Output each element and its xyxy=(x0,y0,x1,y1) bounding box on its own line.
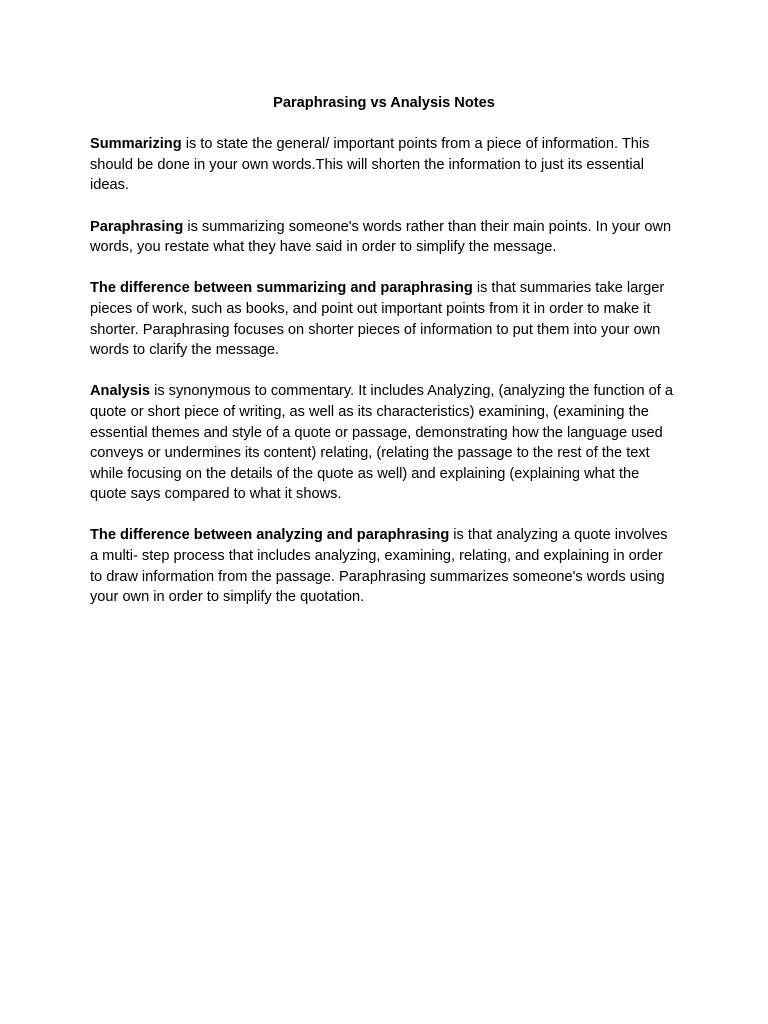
paragraph-text: is that summaries take larger pieces of work, such as books, and point out important points from it in order to make it shorter. Paraphrasing focuses on shorter pieces of information to put them into your own words to clarify the message. xyxy=(90,280,665,359)
term-summarizing: Summarizing xyxy=(90,136,182,153)
paragraph-summarizing xyxy=(90,134,678,196)
term-paraphrasing: Paraphrasing xyxy=(90,218,184,235)
paragraph-paraphrasing xyxy=(90,217,678,258)
document-title: Paraphrasing vs Analysis Notes xyxy=(273,95,495,111)
paragraph-text: is that analyzing a quote involves a multi- step process that includes analyzing, examining, relating, and explaining in order to draw information from the passage. Paraphrasing summarizes someone's words using your own in order to simplify the quotation. xyxy=(90,527,668,606)
term-analysis: Analysis xyxy=(90,383,151,400)
term-difference-summarizing-paraphrasing: The difference between summarizing and paraphrasing xyxy=(90,280,473,297)
paragraph-difference-analyzing-paraphrasing xyxy=(90,525,678,607)
paragraph-text: is synonymous to commentary. It includes Analyzing, (analyzing the function of a quote or short piece of writing, as well as its characteristics) examining, (examining the essential themes and style of a quote or passage, demonstrating how the language used conveys or undermines its content) relating, (relating the passage to the rest of the text while focusing on the details of the quote as well) and explaining (explaining what the quote says compared to what it shows. xyxy=(90,383,673,503)
term-difference-analyzing-paraphrasing: The difference between analyzing and paraphrasing xyxy=(90,527,450,544)
paragraph-analysis xyxy=(90,381,678,505)
paragraph-text: is summarizing someone's words rather than their main points. In your own words, you restate what they have said in order to simplify the message. xyxy=(90,218,672,256)
paragraph-difference-summarizing-paraphrasing xyxy=(90,278,678,360)
paragraph-text: is to state the general/ important points from a piece of information. This should be done in your own words.This will shorten the information to just its essential ideas. xyxy=(90,136,650,194)
